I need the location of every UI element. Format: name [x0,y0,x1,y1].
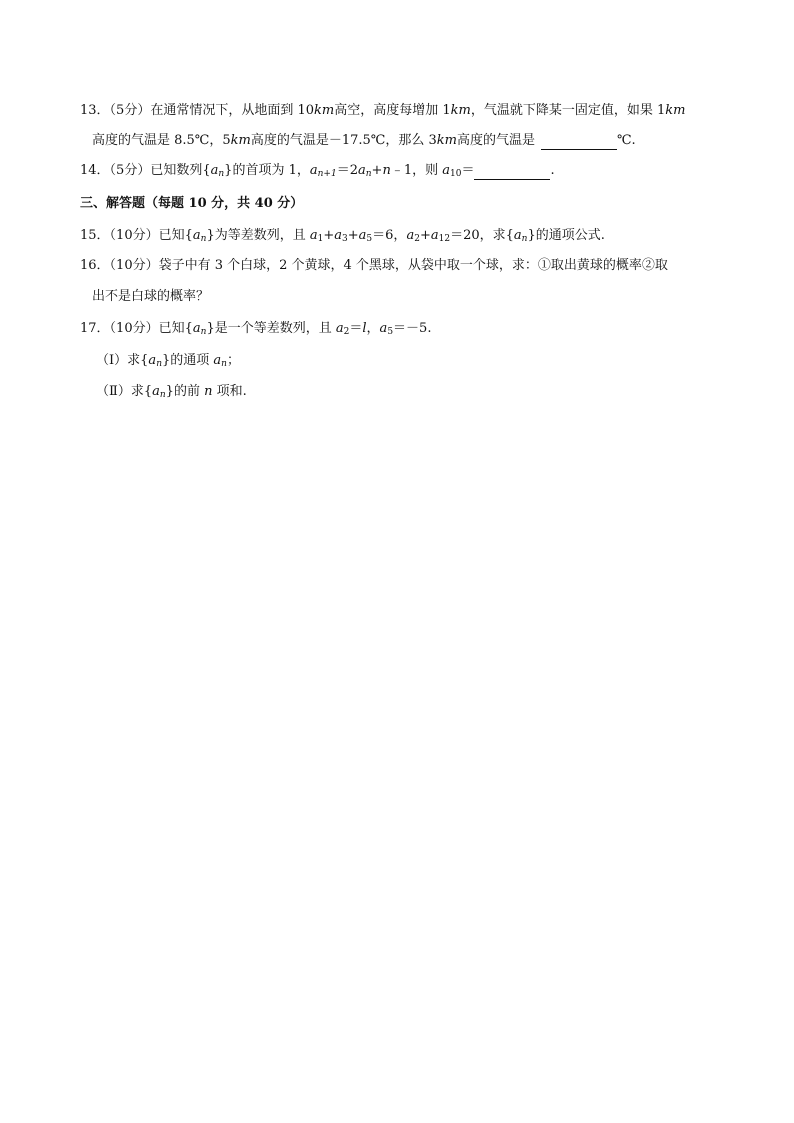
question-15: 15．（10分）已知$\{a_n\}$为等差数列，且 $a_1+a_3+a_5=6$，$a_2+a_{12}=20$，求$\{a_n\}$的通项公式. [80,228,605,244]
question-13-number: 13．（5分） [80,103,151,118]
question-15-number: 15．（10分） [80,228,159,243]
answer-blank-13 [541,136,617,150]
question-16-line-2: 出不是白球的概率？ [92,289,210,304]
question-14-number: 14．（5分） [80,163,151,178]
question-13-line-1: 13．（5分）在通常情况下，从地面到 10km高空，高度每增加 1km，气温就下降某一固定值，如果 1km [80,103,686,118]
section-3-title: 三、解答题（每题 10 分，共 40 分） [80,196,304,211]
question-17-part-2: （Ⅱ）求$\{a_n\}$的前 n 项和. [96,384,247,400]
question-16-number: 16．（10分） [80,258,159,273]
question-14: 14．（5分）已知数列$\{a_n\}$的首项为 1，$a_{n+1}=2a_n+n﹣1$，则 $a_{10}=$ . [80,163,555,179]
question-17-number: 17．（10分） [80,321,159,336]
question-16-line-1: 16．（10分）袋子中有 3 个白球，2 个黄球，4 个黑球，从袋中取一个球，求：①取出黄球的概率②取 [80,258,668,273]
question-13-line-2: 高度的气温是 8.5℃，5km高度的气温是－17.5℃，那么 3km高度的气温是 ℃. [92,133,636,148]
question-17-part-1: （Ⅰ）求$\{a_n\}$的通项 $a_n$； [96,353,240,369]
question-17: 17．（10分）已知$\{a_n\}$是一个等差数列，且 $a_2=l$，$a_5=-5$. [80,321,432,337]
answer-blank-14 [474,166,550,180]
